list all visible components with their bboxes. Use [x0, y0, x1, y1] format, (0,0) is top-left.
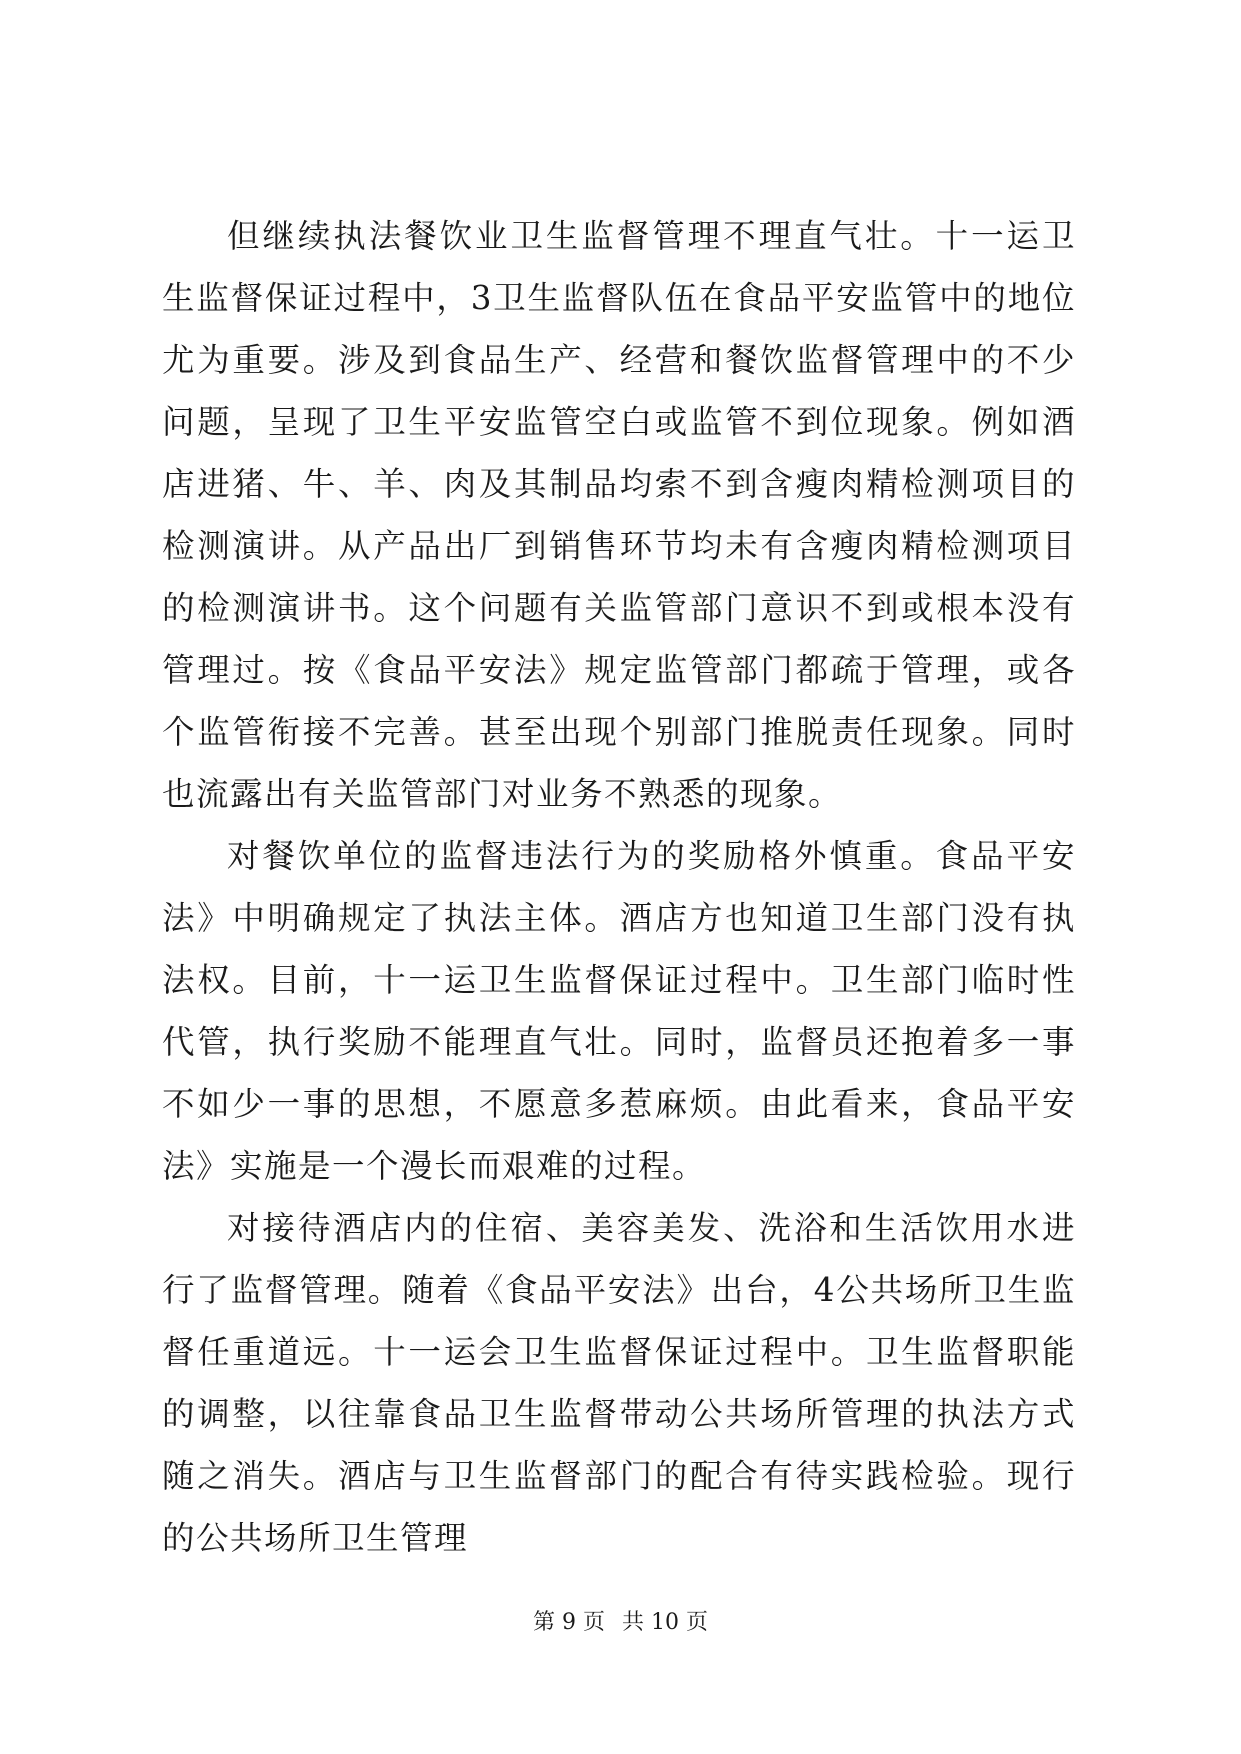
page-number: 第 9 页: [533, 1610, 605, 1635]
total-pages: 共 10 页: [622, 1610, 708, 1635]
paragraph-2: 对餐饮单位的监督违法行为的奖励格外慎重。食品平安法》中明确规定了执法主体。酒店方也知道卫生部门没有执法权。目前，十一运卫生监督保证过程中。卫生部门临时性代管，执行奖励不能理直气壮。同时，监督员还抱着多一事不如少一事的思想，不愿意多惹麻烦。由此看来，食品平安法》实施是一个漫长而艰难的过程。: [162, 837, 1076, 1185]
body-text: [162, 205, 1076, 1569]
page-footer: [0, 1608, 1241, 1638]
paragraph-3: 对接待酒店内的住宿、美容美发、洗浴和生活饮用水进行了监督管理。随着《食品平安法》出台，4公共场所卫生监督任重道远。十一运会卫生监督保证过程中。卫生监督职能的调整，以往靠食品卫生监督带动公共场所管理的执法方式随之消失。酒店与卫生监督部门的配合有待实践检验。现行的公共场所卫生管理: [162, 1209, 1076, 1557]
paragraph-1: 但继续执法餐饮业卫生监督管理不理直气壮。十一运卫生监督保证过程中，3卫生监督队伍在食品平安监管中的地位尤为重要。涉及到食品生产、经营和餐饮监督管理中的不少问题，呈现了卫生平安监管空白或监管不到位现象。例如酒店进猪、牛、羊、肉及其制品均索不到含瘦肉精检测项目的检测演讲。从产品出厂到销售环节均未有含瘦肉精检测项目的检测演讲书。这个问题有关监管部门意识不到或根本没有管理过。按《食品平安法》规定监管部门都疏于管理，或各个监管衔接不完善。甚至出现个别部门推脱责任现象。同时也流露出有关监管部门对业务不熟悉的现象。: [162, 217, 1076, 813]
